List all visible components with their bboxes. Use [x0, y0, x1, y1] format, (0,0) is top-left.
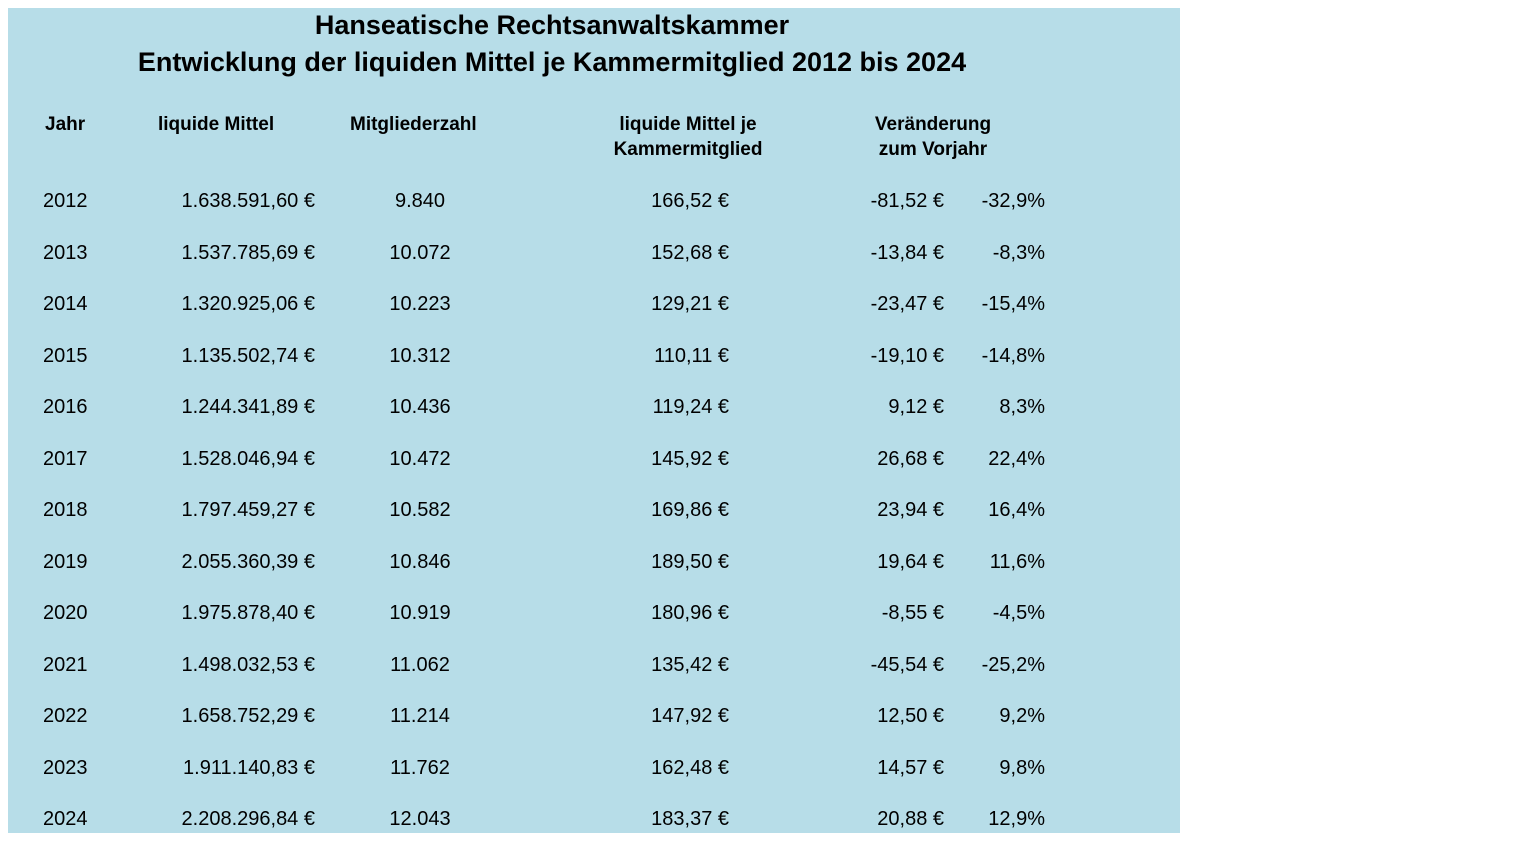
- row-funds: 1.797.459,27 €: [181, 499, 315, 521]
- row-per-member: 147,92 €: [651, 705, 729, 727]
- row-year: 2018: [43, 499, 88, 521]
- header-members: Mitgliederzahl: [350, 114, 477, 135]
- row-change-percent: -32,9%: [981, 190, 1045, 212]
- row-year: 2015: [43, 344, 88, 367]
- row-change-amount: -23,47 €: [870, 293, 944, 315]
- row-per-member: 166,52 €: [651, 190, 729, 212]
- row-change-percent: 11,6%: [989, 550, 1045, 573]
- row-members: 10.312: [389, 344, 451, 367]
- row-members: 10.919: [389, 602, 451, 624]
- table-row: [8, 495, 1180, 525]
- row-change-amount: 23,94 €: [877, 499, 944, 521]
- row-members: 12.043: [389, 808, 451, 830]
- row-members: 10.846: [389, 550, 451, 573]
- row-funds: 1.658.752,29 €: [181, 705, 315, 727]
- row-members: 10.582: [389, 499, 451, 521]
- row-change-amount: -8,55 €: [881, 602, 944, 624]
- table-row: [8, 804, 1180, 834]
- row-change-percent: 8,3%: [999, 396, 1045, 418]
- row-funds: 1.537.785,69 €: [181, 241, 315, 264]
- row-members: 10.223: [389, 293, 451, 315]
- row-funds: 2.055.360,39 €: [181, 550, 315, 573]
- table-row: [8, 444, 1180, 474]
- row-year: 2019: [43, 550, 88, 573]
- row-members: 11.762: [390, 756, 450, 779]
- row-change-amount: -19,10 €: [870, 344, 944, 367]
- header-per-member-line1: liquide Mittel je: [619, 114, 757, 135]
- row-per-member: 110,11 €: [654, 344, 729, 367]
- row-per-member: 162,48 €: [651, 756, 729, 779]
- row-change-percent: 12,9%: [988, 808, 1045, 830]
- header-change: [833, 112, 1033, 162]
- row-change-percent: -8,3%: [992, 241, 1045, 264]
- row-change-percent: -15,4%: [981, 293, 1045, 315]
- row-year: 2017: [43, 447, 88, 470]
- row-funds: 1.911.140,83 €: [183, 756, 315, 779]
- row-funds: 1.638.591,60 €: [181, 190, 315, 212]
- row-year: 2013: [43, 241, 88, 264]
- row-change-percent: 16,4%: [988, 499, 1045, 521]
- table-sheet: [8, 8, 1180, 833]
- row-change-amount: -13,84 €: [870, 241, 944, 264]
- row-per-member: 169,86 €: [651, 499, 729, 521]
- table-row: [8, 753, 1180, 783]
- row-year: 2023: [43, 756, 88, 779]
- row-year: 2021: [43, 653, 88, 676]
- row-year: 2016: [43, 396, 88, 418]
- row-change-amount: 14,57 €: [877, 756, 944, 779]
- header-funds: liquide Mittel: [158, 114, 275, 135]
- table-row: [8, 186, 1180, 216]
- table-row: [8, 238, 1180, 268]
- row-change-amount: -81,52 €: [870, 190, 944, 212]
- row-change-amount: 12,50 €: [877, 705, 944, 727]
- row-funds: 1.320.925,06 €: [181, 293, 315, 315]
- header-change-line2: zum Vorjahr: [878, 139, 988, 160]
- table-row: [8, 701, 1180, 731]
- row-members: 10.472: [389, 447, 451, 470]
- row-year: 2014: [43, 293, 88, 315]
- row-change-amount: 20,88 €: [877, 808, 944, 830]
- row-funds: 2.208.296,84 €: [181, 808, 315, 830]
- row-funds: 1.498.032,53 €: [181, 653, 315, 676]
- table-subtitle: Entwicklung der liquiden Mittel je Kammermitglied 2012 bis 2024: [137, 47, 967, 77]
- table-row: [8, 547, 1180, 577]
- row-members: 11.214: [390, 705, 450, 727]
- row-year: 2024: [43, 808, 88, 830]
- row-change-percent: -4,5%: [992, 602, 1045, 624]
- row-funds: 1.975.878,40 €: [181, 602, 315, 624]
- row-change-percent: 9,8%: [999, 756, 1045, 779]
- row-change-percent: -25,2%: [981, 653, 1045, 676]
- row-funds: 1.528.046,94 €: [181, 447, 315, 470]
- table-row: [8, 289, 1180, 319]
- header-change-line1: Veränderung: [874, 114, 992, 135]
- table-title: Hanseatische Rechtsanwaltskammer: [314, 10, 790, 40]
- row-per-member: 189,50 €: [651, 550, 729, 573]
- row-change-amount: 9,12 €: [888, 396, 944, 418]
- header-per-member-line2: Kammermitglied: [613, 139, 763, 160]
- row-change-percent: 22,4%: [988, 447, 1045, 470]
- row-change-percent: 9,2%: [999, 705, 1045, 727]
- row-change-amount: 19,64 €: [877, 550, 944, 573]
- header-year: Jahr: [45, 114, 86, 135]
- row-members: 9.840: [394, 190, 446, 212]
- row-per-member: 129,21 €: [651, 293, 729, 315]
- row-change-percent: -14,8%: [981, 344, 1045, 367]
- row-per-member: 135,42 €: [651, 653, 729, 676]
- row-per-member: 180,96 €: [651, 602, 729, 624]
- row-change-amount: 26,68 €: [877, 447, 944, 470]
- row-change-amount: -45,54 €: [870, 653, 944, 676]
- table-row: [8, 341, 1180, 371]
- row-per-member: 152,68 €: [651, 241, 729, 264]
- header-per-member: [568, 112, 808, 162]
- row-year: 2012: [43, 190, 88, 212]
- table-row: [8, 392, 1180, 422]
- row-per-member: 183,37 €: [651, 808, 729, 830]
- row-per-member: 145,92 €: [651, 447, 729, 470]
- table-row: [8, 598, 1180, 628]
- row-members: 10.072: [389, 241, 451, 264]
- row-year: 2020: [43, 602, 88, 624]
- row-funds: 1.244.341,89 €: [181, 396, 315, 418]
- row-members: 10.436: [389, 396, 451, 418]
- table-row: [8, 650, 1180, 680]
- row-funds: 1.135.502,74 €: [181, 344, 315, 367]
- row-per-member: 119,24 €: [652, 396, 729, 418]
- row-year: 2022: [43, 705, 88, 727]
- row-members: 11.062: [390, 653, 450, 676]
